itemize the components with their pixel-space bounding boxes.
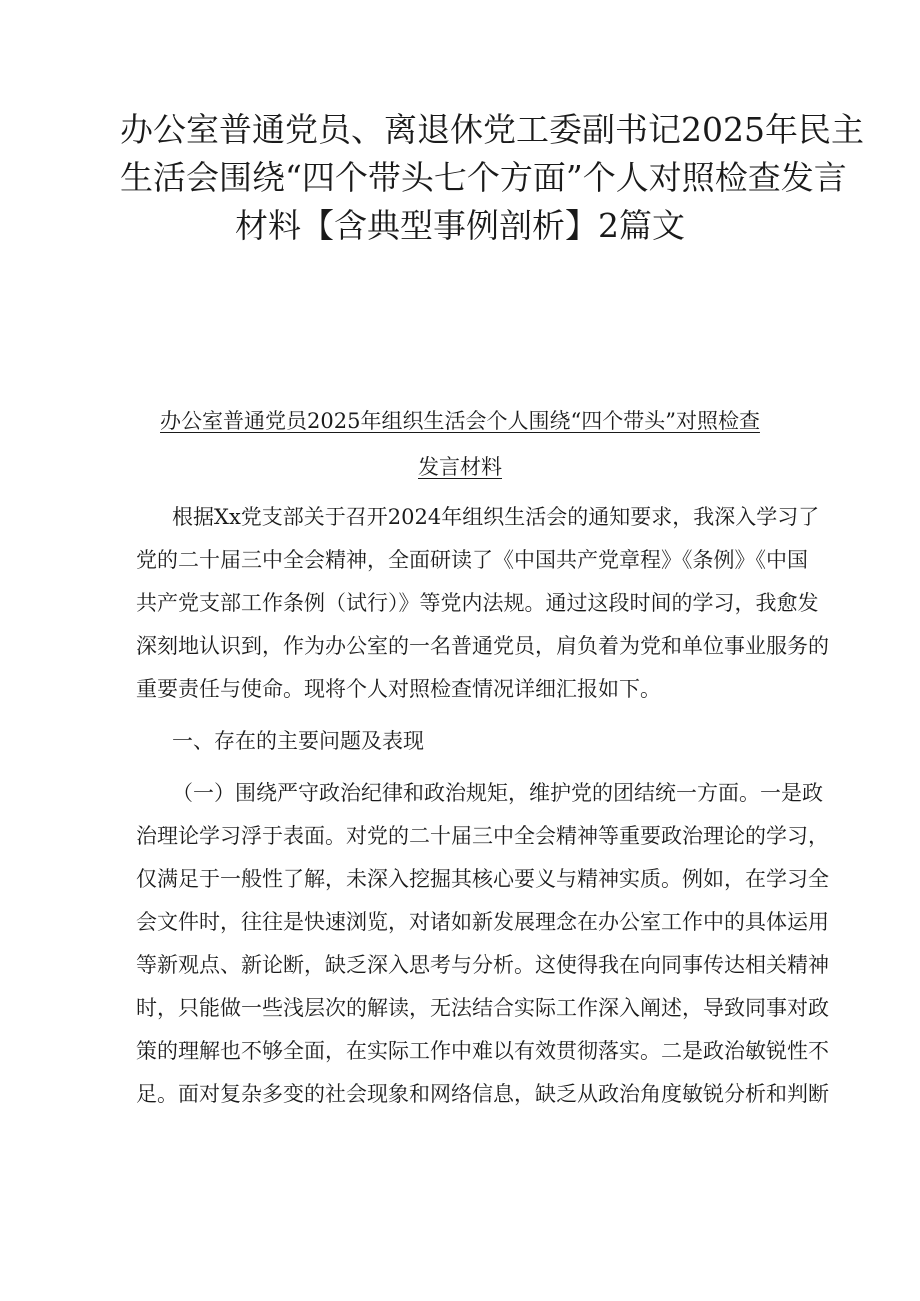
body-text	[136, 496, 829, 1116]
section-title-line: 发言材料	[418, 455, 502, 479]
document-title-line: 办公室普通党员、离退休党工委副书记2025年民主	[120, 110, 864, 149]
paragraph-line: 足。面对复杂多变的社会现象和网络信息，缺乏从政治角度敏锐分析和判断	[136, 1082, 829, 1106]
paragraph-line: 根据Xx党支部关于召开2024年组织生活会的通知要求，我深入学习了	[172, 505, 820, 529]
paragraph-line: 共产党支部工作条例（试行）》等党内法规。通过这段时间的学习，我愈发	[136, 591, 819, 615]
paragraph-line: 会文件时，往往是快速浏览，对诸如新发展理念在办公室工作中的具体运用	[136, 910, 829, 934]
paragraph-line: 时，只能做一些浅层次的解读，无法结合实际工作深入阐述，导致同事对政	[136, 996, 829, 1020]
paragraph-line: 党的二十届三中全会精神，全面研读了《中国共产党章程》《条例》《中国	[136, 548, 808, 572]
section-title-line: 办公室普通党员2025年组织生活会个人围绕“四个带头”对照检查	[160, 409, 760, 433]
paragraph-line: 治理论学习浮于表面。对党的二十届三中全会精神等重要政治理论的学习，	[136, 824, 829, 848]
heading-1: 一、存在的主要问题及表现	[172, 729, 424, 753]
document-title-line: 材料【含典型事例剖析】2篇文	[235, 206, 685, 245]
paragraph-line: 重要责任与使命。现将个人对照检查情况详细汇报如下。	[136, 677, 661, 701]
paragraph-line: 策的理解也不够全面，在实际工作中难以有效贯彻落实。二是政治敏锐性不	[136, 1039, 829, 1063]
paragraph-line: 仅满足于一般性了解，未深入挖掘其核心要义与精神实质。例如，在学习全	[136, 867, 829, 891]
paragraph-line: （一）围绕严守政治纪律和政治规矩，维护党的团结统一方面。一是政	[172, 781, 823, 805]
paragraph-1	[136, 496, 829, 720]
document-title-line: 生活会围绕“四个带头七个方面”个人对照检查发言	[120, 158, 847, 197]
document-title	[120, 106, 864, 250]
paragraph-line: 等新观点、新论断，缺乏深入思考与分析。这使得我在向同事传达相关精神	[136, 953, 829, 977]
paragraph-line: 深刻地认识到，作为办公室的一名普通党员，肩负着为党和单位事业服务的	[136, 634, 829, 658]
paragraph-2	[136, 772, 829, 1116]
section-title	[130, 398, 790, 490]
